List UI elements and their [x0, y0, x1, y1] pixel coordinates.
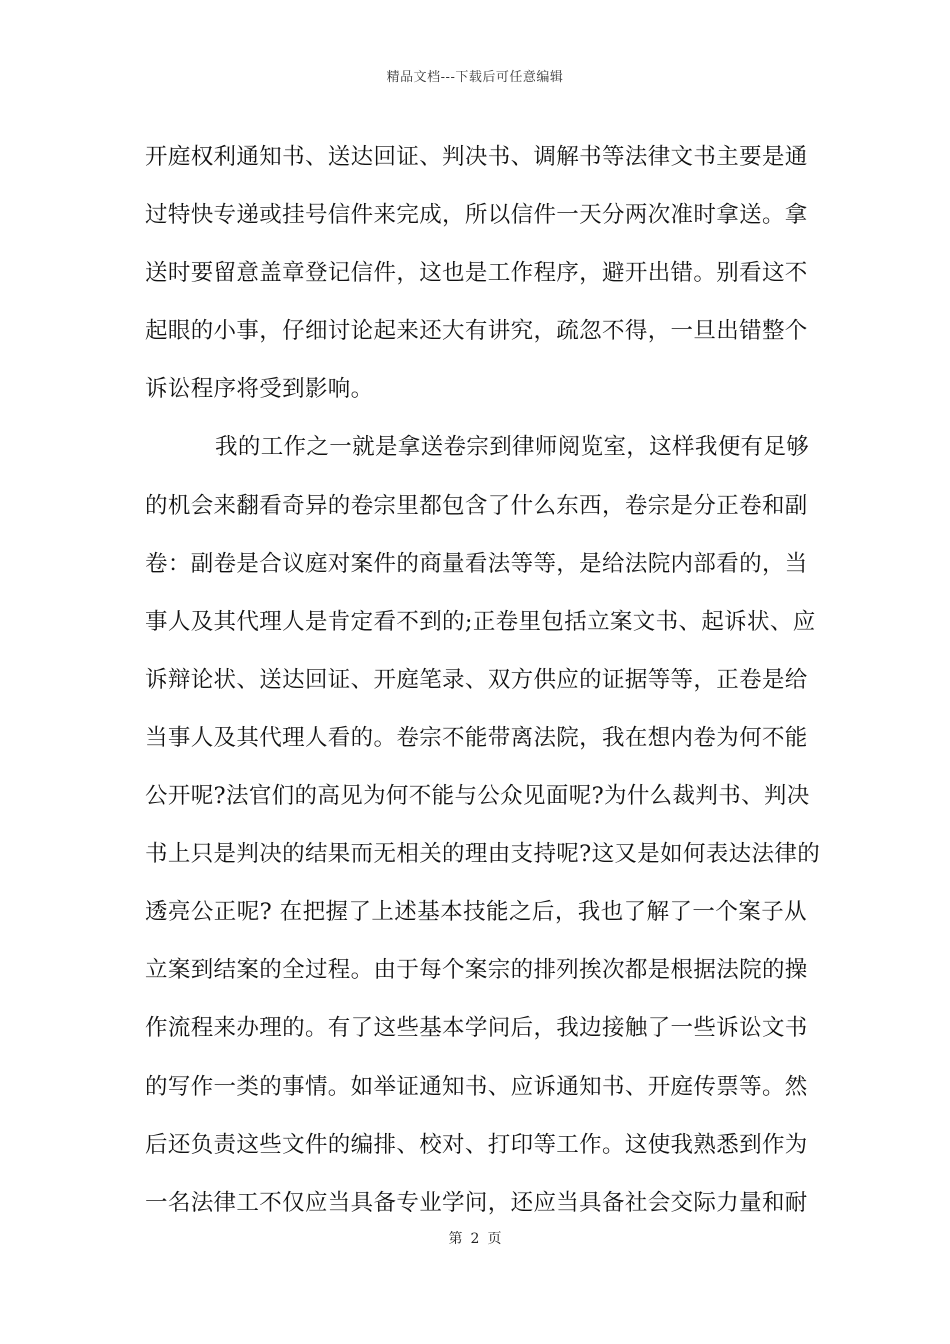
text-line: 卷：副卷是合议庭对案件的商量看法等等，是给法院内部看的，当 — [145, 550, 808, 577]
text-line: 诉辩论状、送达回证、开庭笔录、双方供应的证据等等，正卷是给 — [145, 666, 808, 693]
text-line: 开庭权利通知书、送达回证、判决书、调解书等法律文书主要是通 — [145, 144, 808, 170]
text-line: 公开呢?法官们的高见为何不能与公众见面呢?为什么裁判书、判决 — [145, 783, 810, 810]
page-number: 2 — [470, 1231, 480, 1247]
paragraph-1 — [145, 128, 807, 418]
page-header: 精品文档---下载后可任意编辑 — [386, 70, 564, 85]
page-label-prefix: 第 — [448, 1231, 463, 1247]
paragraph-2 — [145, 418, 821, 1231]
page-footer — [0, 1228, 950, 1248]
page-label-suffix: 页 — [487, 1231, 502, 1247]
text-line: 的写作一类的事情。如举证通知书、应诉通知书、开庭传票等。然 — [145, 1073, 808, 1100]
text-line: 送时要留意盖章登记信件，这也是工作程序，避开出错。别看这不 — [145, 260, 808, 287]
text-line: 一名法律工不仅应当具备专业学问，还应当具备社会交际力量和耐 — [145, 1189, 808, 1216]
text-line: 作流程来办理的。有了这些基本学问后，我边接触了一些诉讼文书 — [145, 1015, 808, 1042]
text-line: 诉讼程序将受到影响。 — [145, 376, 374, 403]
text-line: 透亮公正呢? 在把握了上述基本技能之后，我也了解了一个案子从 — [145, 899, 807, 926]
text-line: 事人及其代理人是肯定看不到的;正卷里包括立案文书、起诉状、应 — [145, 608, 816, 635]
text-line: 过特快专递或挂号信件来完成，所以信件一天分两次准时拿送。拿 — [145, 202, 808, 229]
text-line: 立案到结案的全过程。由于每个案宗的排列挨次都是根据法院的操 — [145, 957, 808, 984]
text-line: 起眼的小事，仔细讨论起来还大有讲究，疏忽不得，一旦出错整个 — [145, 318, 808, 345]
text-line: 的机会来翻看奇异的卷宗里都包含了什么东西，卷宗是分正卷和副 — [145, 492, 808, 519]
text-line: 书上只是判决的结果而无相关的理由支持呢?这又是如何表达法律的 — [145, 841, 821, 868]
text-line: 我的工作之一就是拿送卷宗到律师阅览室，这样我便有足够 — [215, 434, 810, 461]
text-line: 当事人及其代理人看的。卷宗不能带离法院，我在想内卷为何不能 — [145, 724, 808, 751]
document-body — [145, 128, 821, 1232]
text-line: 后还负责这些文件的编排、校对、打印等工作。这使我熟悉到作为 — [145, 1131, 808, 1158]
